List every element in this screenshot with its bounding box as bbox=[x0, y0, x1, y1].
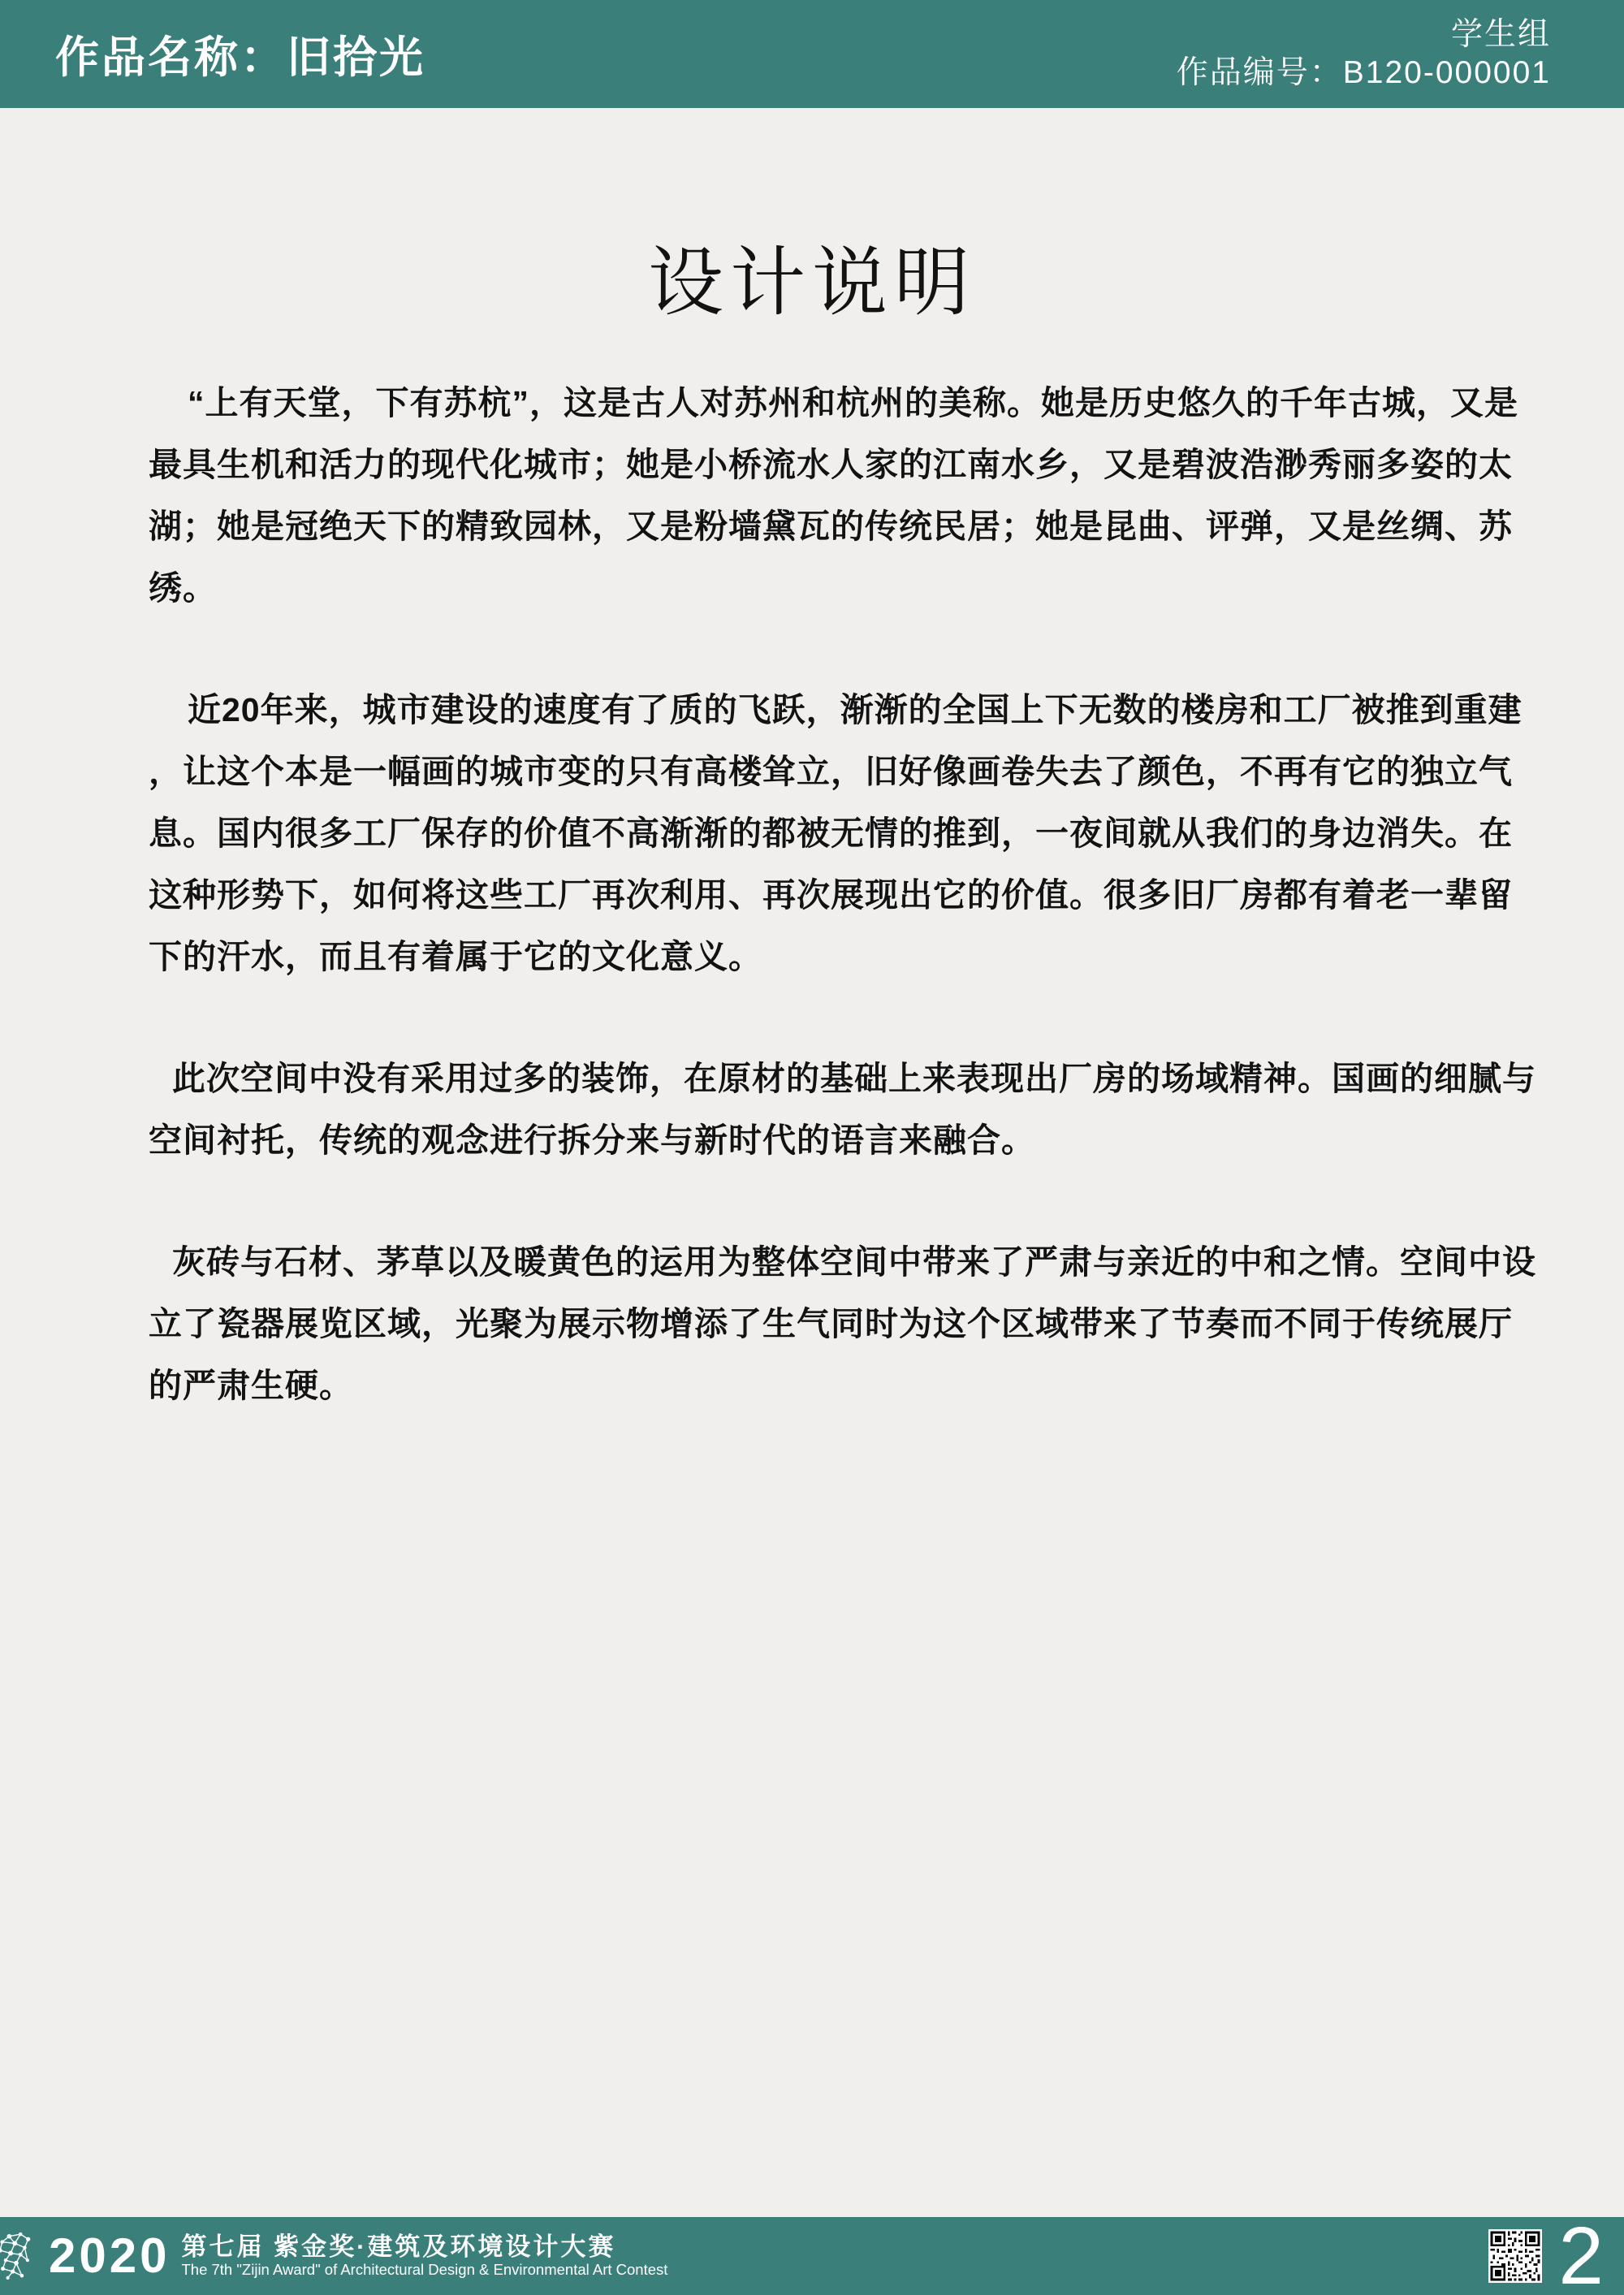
paragraph-2 bbox=[149, 679, 1522, 988]
paragraph-line: “上有天堂，下有苏杭”，这是古人对苏州和杭州的美称。她是历史悠久的千年古城，又是 bbox=[188, 383, 1518, 421]
paragraph-line: 的严肃生硬。 bbox=[149, 1366, 353, 1404]
contest-title-en: The 7th "Zijin Award" of Architectural Design & Environmental Art Contest bbox=[181, 2261, 668, 2279]
paragraph-line: 下的汗水，而且有着属于它的文化意义。 bbox=[149, 937, 762, 975]
header-meta bbox=[1177, 16, 1551, 93]
qr-code-icon bbox=[1488, 2229, 1542, 2283]
paragraph-line: 立了瓷器展览区域，光聚为展示物增添了生气同时为这个区域带来了节奏而不同于传统展厅 bbox=[149, 1304, 1513, 1342]
paragraph-line: 近20年来，城市建设的速度有了质的飞跃，渐渐的全国上下无数的楼房和工厂被推到重建 bbox=[188, 690, 1522, 728]
footer-bar bbox=[0, 2211, 1624, 2295]
footer-year: 2020 bbox=[49, 2228, 171, 2283]
paragraph-line: 空间衬托，传统的观念进行拆分来与新时代的语言来融合。 bbox=[149, 1121, 1035, 1159]
paragraph-line: 湖；她是冠绝天下的精致园林，又是粉墙黛瓦的传统民居；她是昆曲、评弹，又是丝绸、苏 bbox=[149, 507, 1513, 545]
header-bar bbox=[0, 0, 1624, 108]
work-name-title: 作品名称：旧拾光 bbox=[55, 33, 425, 82]
page-number: 2 bbox=[1558, 2211, 1604, 2295]
main-content bbox=[0, 108, 1624, 1416]
page-title: 设计说明 bbox=[648, 240, 976, 325]
paragraph-line: 息。国内很多工厂保存的价值不高渐渐的都被无情的推到，一夜间就从我们的身边消失。在 bbox=[149, 814, 1513, 852]
paragraph-line: 灰砖与石材、茅草以及暖黄色的运用为整体空间中带来了严肃与亲近的中和之情。空间中设 bbox=[172, 1243, 1536, 1281]
paragraph-line: 此次空间中没有采用过多的装饰，在原材的基础上来表现出厂房的场域精神。国画的细腻与 bbox=[172, 1059, 1536, 1097]
paragraph-line: 绣。 bbox=[149, 568, 217, 607]
contest-title-cn: 第七届 紫金奖·建筑及环境设计大赛 bbox=[181, 2232, 616, 2262]
paragraph-line: ，让这个本是一幅画的城市变的只有高楼耸立，旧好像画卷失去了颜色，不再有它的独立气 bbox=[149, 752, 1513, 790]
paragraph-1 bbox=[149, 372, 1518, 619]
zijin-network-logo-icon bbox=[0, 2229, 37, 2283]
paragraph-line: 这种形势下，如何将这些工厂再次利用、再次展现出它的价值。很多旧厂房都有着老一辈留 bbox=[149, 875, 1513, 914]
work-number: 作品编号：B120-000001 bbox=[1176, 54, 1551, 90]
paragraph-3 bbox=[149, 1048, 1536, 1171]
paragraph-line: 最具生机和活力的现代化城市；她是小桥流水人家的江南水乡，又是碧波浩渺秀丽多姿的太 bbox=[149, 445, 1513, 483]
paragraph-4 bbox=[149, 1231, 1536, 1416]
contest-title bbox=[181, 2234, 667, 2278]
group-label: 学生组 bbox=[1450, 16, 1551, 52]
footer-meta bbox=[1488, 2211, 1604, 2295]
footer-brand bbox=[0, 2217, 667, 2295]
